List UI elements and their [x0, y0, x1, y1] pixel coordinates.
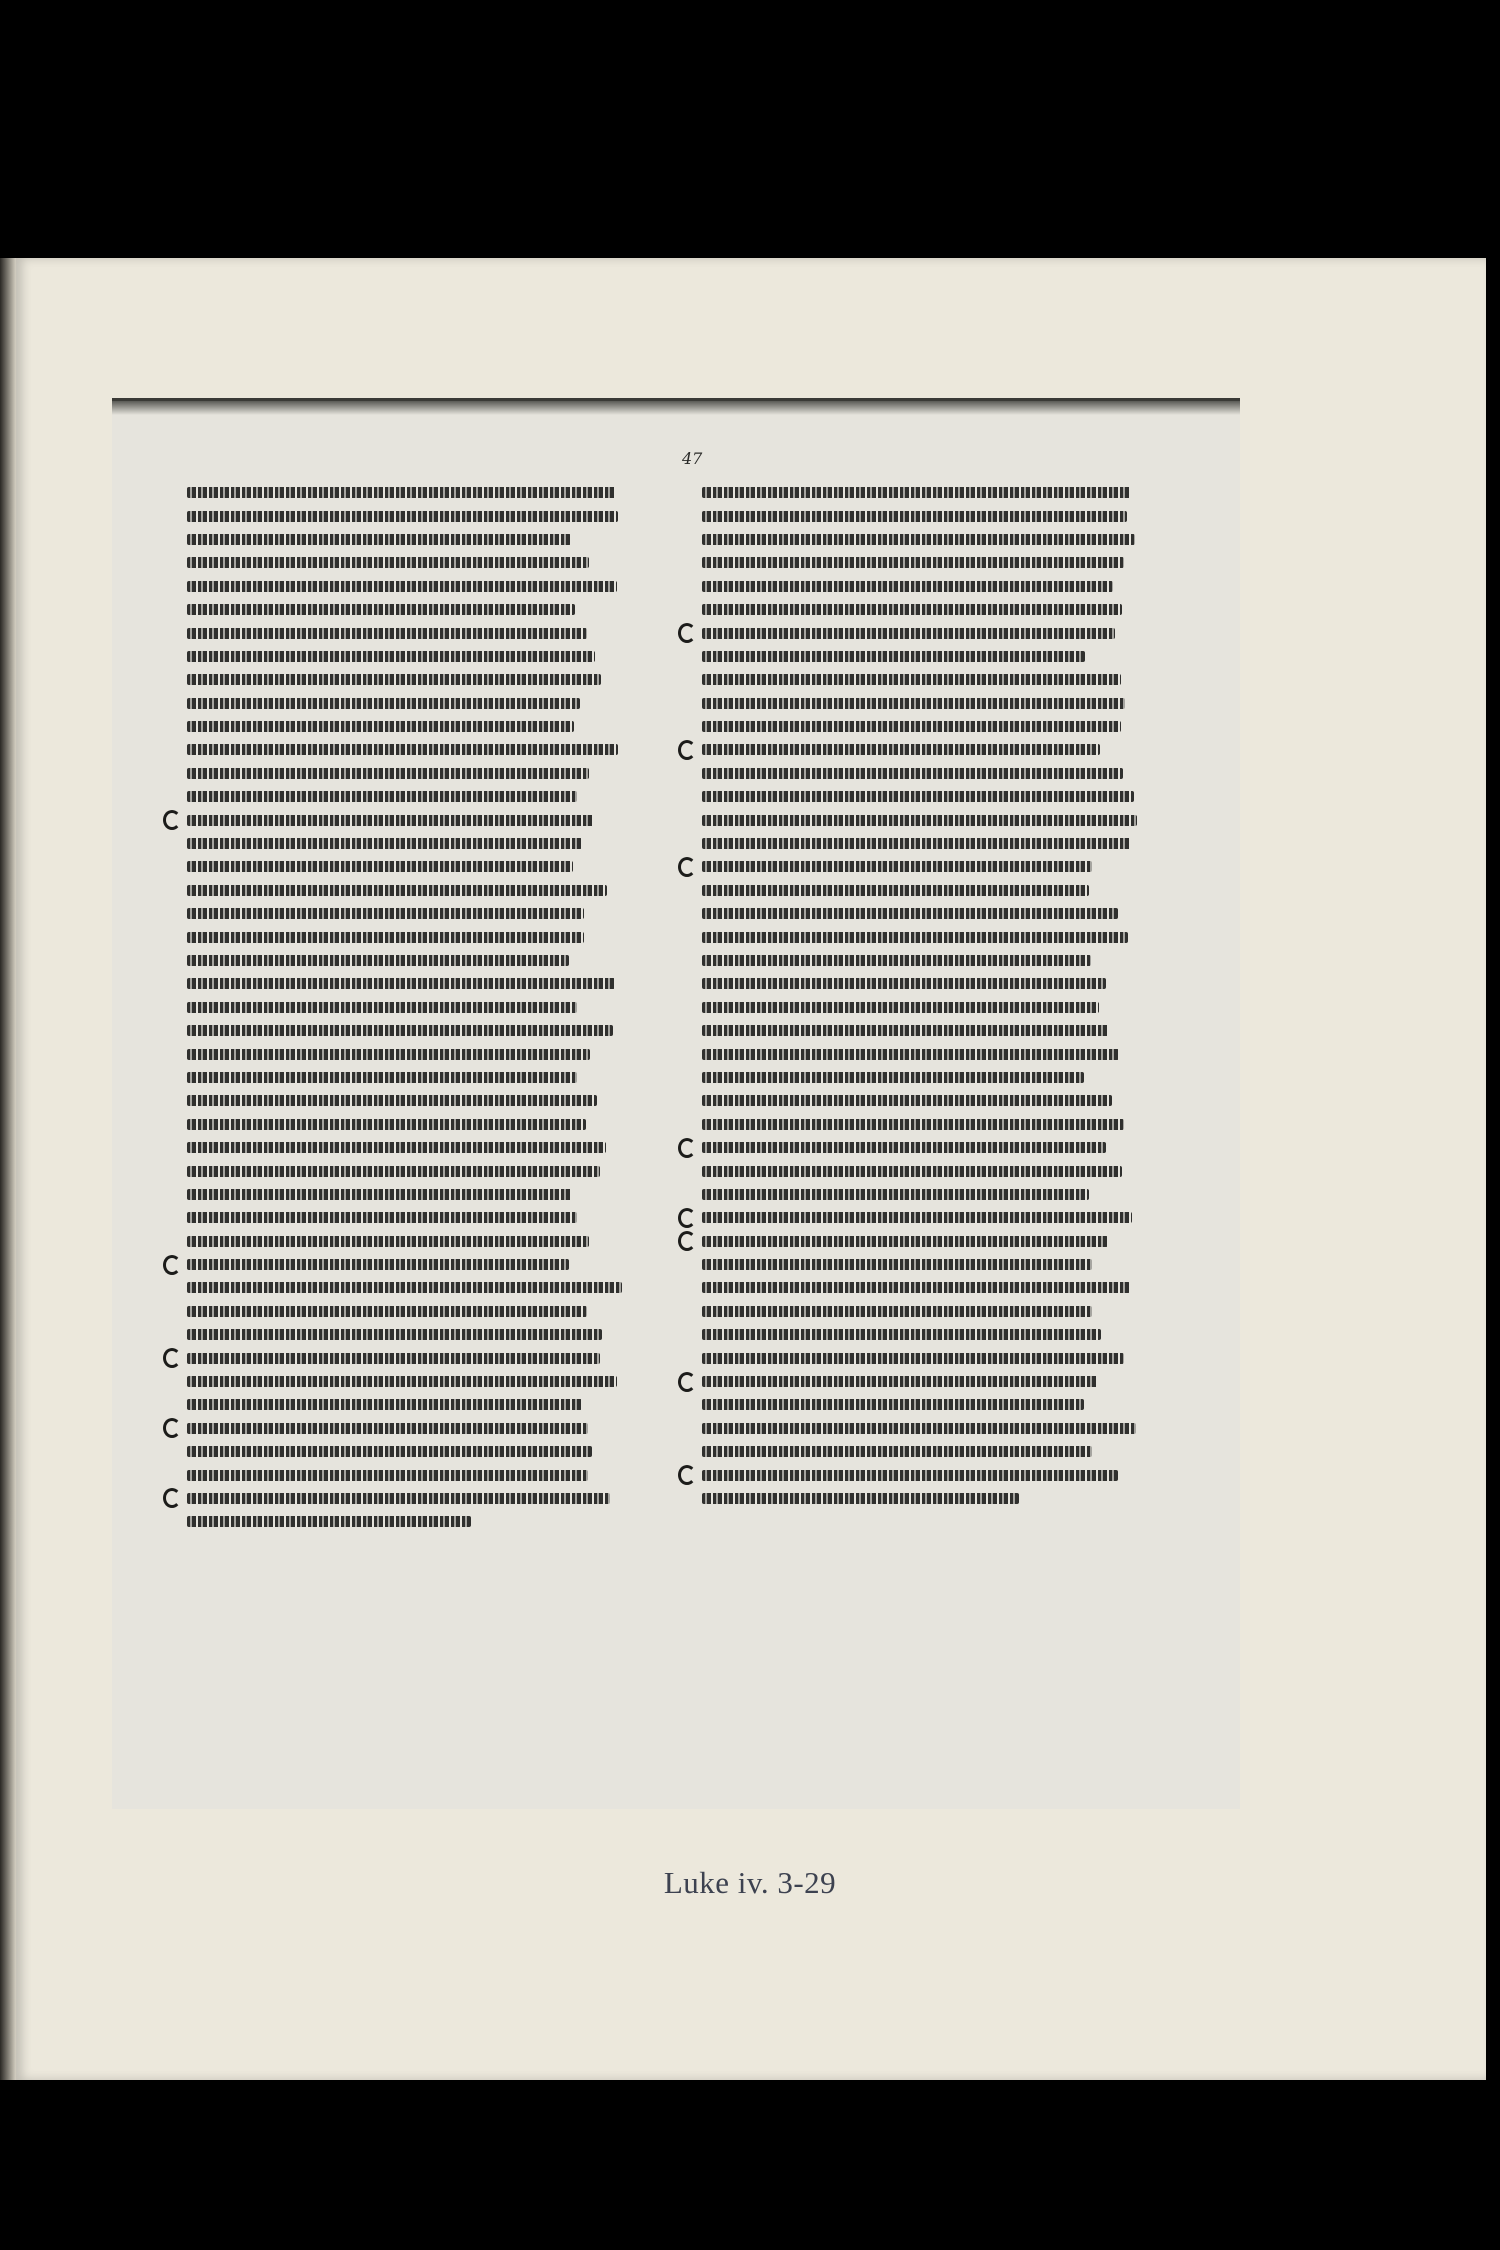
manuscript-line — [187, 832, 627, 855]
uncial-script-stroke — [187, 628, 587, 639]
manuscript-line — [187, 738, 627, 761]
initial-letter-mark — [678, 1465, 696, 1485]
uncial-script-stroke — [702, 861, 1092, 872]
manuscript-line — [187, 1253, 627, 1276]
manuscript-line — [187, 1136, 627, 1159]
manuscript-line — [702, 621, 1142, 644]
manuscript-line — [187, 1393, 627, 1416]
uncial-script-stroke — [187, 1376, 617, 1387]
manuscript-line — [187, 1487, 627, 1510]
uncial-script-stroke — [187, 815, 594, 826]
manuscript-line — [702, 1300, 1142, 1323]
uncial-script-stroke — [187, 1306, 587, 1317]
uncial-script-stroke — [187, 1516, 471, 1527]
manuscript-line — [702, 879, 1142, 902]
uncial-script-stroke — [702, 1376, 1098, 1387]
manuscript-line — [702, 715, 1142, 738]
uncial-script-stroke — [187, 1049, 590, 1060]
manuscript-line — [187, 1089, 627, 1112]
uncial-script-stroke — [702, 721, 1121, 732]
uncial-script-stroke — [187, 487, 616, 498]
initial-letter-mark — [163, 1255, 181, 1275]
manuscript-line — [702, 808, 1142, 831]
uncial-script-stroke — [187, 604, 575, 615]
manuscript-line — [187, 1066, 627, 1089]
uncial-script-stroke — [187, 1493, 610, 1504]
uncial-script-stroke — [187, 534, 571, 545]
manuscript-line — [702, 738, 1142, 761]
uncial-script-stroke — [702, 1329, 1101, 1340]
uncial-script-stroke — [187, 1423, 588, 1434]
manuscript-line — [702, 1206, 1142, 1229]
manuscript-line — [702, 645, 1142, 668]
uncial-script-stroke — [702, 1353, 1124, 1364]
manuscript-line — [702, 1066, 1142, 1089]
manuscript-line — [702, 949, 1142, 972]
manuscript-line — [187, 879, 627, 902]
uncial-script-stroke — [702, 1282, 1130, 1293]
uncial-script-stroke — [702, 651, 1085, 662]
manuscript-line — [187, 598, 627, 621]
manuscript-line — [187, 575, 627, 598]
initial-letter-mark — [678, 1208, 696, 1228]
uncial-script-stroke — [702, 674, 1121, 685]
manuscript-line — [702, 1113, 1142, 1136]
manuscript-line — [702, 972, 1142, 995]
uncial-script-stroke — [187, 698, 580, 709]
manuscript-line — [702, 855, 1142, 878]
manuscript-line — [702, 1253, 1142, 1276]
uncial-script-stroke — [702, 1072, 1084, 1083]
manuscript-line — [187, 925, 627, 948]
manuscript-line — [702, 925, 1142, 948]
uncial-script-stroke — [702, 534, 1135, 545]
manuscript-line — [702, 1440, 1142, 1463]
uncial-script-stroke — [187, 861, 573, 872]
manuscript-line — [702, 996, 1142, 1019]
manuscript-line — [187, 1113, 627, 1136]
uncial-script-stroke — [702, 628, 1115, 639]
uncial-script-stroke — [187, 1470, 588, 1481]
uncial-script-stroke — [702, 1049, 1119, 1060]
manuscript-line — [187, 785, 627, 808]
uncial-script-stroke — [702, 1166, 1122, 1177]
uncial-script-stroke — [187, 908, 584, 919]
manuscript-line — [187, 1183, 627, 1206]
uncial-script-stroke — [187, 511, 618, 522]
uncial-script-stroke — [187, 721, 574, 732]
manuscript-line — [187, 481, 627, 504]
initial-letter-mark — [678, 1372, 696, 1392]
initial-letter-mark — [678, 623, 696, 643]
manuscript-line — [187, 1042, 627, 1065]
manuscript-line — [702, 762, 1142, 785]
uncial-script-stroke — [702, 978, 1106, 989]
uncial-script-stroke — [187, 1236, 589, 1247]
uncial-script-stroke — [187, 1329, 602, 1340]
uncial-script-stroke — [702, 1142, 1106, 1153]
manuscript-line — [187, 1019, 627, 1042]
manuscript-line — [702, 528, 1142, 551]
initial-letter-mark — [678, 1231, 696, 1251]
manuscript-line — [702, 1463, 1142, 1486]
uncial-script-stroke — [702, 557, 1124, 568]
uncial-script-stroke — [187, 885, 607, 896]
uncial-script-stroke — [187, 1095, 597, 1106]
manuscript-line — [702, 1276, 1142, 1299]
uncial-script-stroke — [702, 1095, 1112, 1106]
manuscript-line — [702, 692, 1142, 715]
manuscript-line — [187, 1230, 627, 1253]
uncial-script-stroke — [702, 744, 1100, 755]
manuscript-column-left — [187, 481, 627, 1534]
manuscript-line — [187, 762, 627, 785]
uncial-script-stroke — [187, 1025, 613, 1036]
uncial-script-stroke — [702, 1189, 1089, 1200]
uncial-script-stroke — [187, 932, 584, 943]
uncial-script-stroke — [187, 791, 577, 802]
manuscript-line — [187, 668, 627, 691]
manuscript-line — [702, 1346, 1142, 1369]
uncial-script-stroke — [702, 1236, 1108, 1247]
manuscript-line — [187, 1323, 627, 1346]
manuscript-line — [702, 1417, 1142, 1440]
plate-top-edge — [112, 401, 1240, 415]
uncial-script-stroke — [187, 1119, 586, 1130]
manuscript-line — [187, 715, 627, 738]
uncial-script-stroke — [702, 698, 1125, 709]
uncial-script-stroke — [702, 1002, 1099, 1013]
manuscript-line — [187, 996, 627, 1019]
manuscript-line — [187, 808, 627, 831]
uncial-script-stroke — [187, 1142, 606, 1153]
manuscript-line — [702, 504, 1142, 527]
manuscript-line — [702, 481, 1142, 504]
manuscript-line — [187, 1159, 627, 1182]
manuscript-line — [187, 1346, 627, 1369]
uncial-script-stroke — [702, 1399, 1084, 1410]
initial-letter-mark — [163, 810, 181, 830]
initial-letter-mark — [163, 1348, 181, 1368]
manuscript-line — [187, 1276, 627, 1299]
uncial-script-stroke — [702, 1423, 1136, 1434]
manuscript-line — [702, 575, 1142, 598]
uncial-script-stroke — [187, 1002, 577, 1013]
manuscript-line — [187, 949, 627, 972]
manuscript-line — [187, 972, 627, 995]
manuscript-line — [702, 1159, 1142, 1182]
uncial-script-stroke — [187, 1399, 582, 1410]
uncial-script-stroke — [702, 1119, 1124, 1130]
manuscript-line — [702, 1089, 1142, 1112]
manuscript-line — [702, 1042, 1142, 1065]
uncial-script-stroke — [187, 838, 582, 849]
uncial-script-stroke — [702, 932, 1128, 943]
uncial-script-stroke — [702, 1025, 1109, 1036]
uncial-script-stroke — [187, 1282, 622, 1293]
initial-letter-mark — [678, 740, 696, 760]
manuscript-line — [702, 1019, 1142, 1042]
plate-caption: Luke iv. 3-29 — [663, 1865, 837, 1900]
uncial-script-stroke — [187, 1212, 577, 1223]
uncial-script-stroke — [702, 955, 1091, 966]
uncial-script-stroke — [702, 1493, 1019, 1504]
uncial-script-stroke — [702, 908, 1118, 919]
manuscript-line — [187, 1510, 627, 1533]
uncial-script-stroke — [187, 1446, 592, 1457]
manuscript-line — [702, 1487, 1142, 1510]
uncial-script-stroke — [702, 791, 1134, 802]
manuscript-line — [702, 832, 1142, 855]
uncial-script-stroke — [702, 1470, 1118, 1481]
uncial-script-stroke — [702, 1446, 1092, 1457]
manuscript-line — [702, 668, 1142, 691]
folio-number: 47 — [682, 449, 703, 468]
uncial-script-stroke — [702, 487, 1131, 498]
uncial-script-stroke — [187, 744, 618, 755]
manuscript-line — [702, 1393, 1142, 1416]
uncial-script-stroke — [187, 955, 569, 966]
manuscript-line — [702, 1370, 1142, 1393]
initial-letter-mark — [678, 857, 696, 877]
manuscript-line — [187, 1440, 627, 1463]
manuscript-line — [187, 621, 627, 644]
manuscript-line — [187, 645, 627, 668]
uncial-script-stroke — [187, 978, 615, 989]
uncial-script-stroke — [187, 1259, 569, 1270]
manuscript-line — [187, 1463, 627, 1486]
uncial-script-stroke — [187, 1189, 572, 1200]
uncial-script-stroke — [187, 768, 589, 779]
initial-letter-mark — [163, 1488, 181, 1508]
manuscript-line — [187, 902, 627, 925]
uncial-script-stroke — [702, 511, 1127, 522]
manuscript-line — [187, 1370, 627, 1393]
uncial-script-stroke — [702, 1306, 1092, 1317]
uncial-script-stroke — [702, 1212, 1132, 1223]
manuscript-column-right — [702, 481, 1142, 1510]
manuscript-line — [187, 855, 627, 878]
manuscript-line — [702, 1136, 1142, 1159]
uncial-script-stroke — [187, 651, 595, 662]
manuscript-line — [702, 1323, 1142, 1346]
manuscript-line — [702, 785, 1142, 808]
uncial-script-stroke — [702, 1259, 1092, 1270]
uncial-script-stroke — [702, 815, 1137, 826]
uncial-script-stroke — [702, 604, 1122, 615]
manuscript-line — [702, 598, 1142, 621]
manuscript-plate — [112, 398, 1240, 1809]
manuscript-line — [702, 1230, 1142, 1253]
uncial-script-stroke — [187, 581, 617, 592]
manuscript-line — [187, 528, 627, 551]
manuscript-line — [187, 1300, 627, 1323]
manuscript-line — [702, 1183, 1142, 1206]
uncial-script-stroke — [187, 1166, 600, 1177]
uncial-script-stroke — [187, 557, 589, 568]
manuscript-line — [187, 504, 627, 527]
manuscript-line — [702, 902, 1142, 925]
uncial-script-stroke — [702, 838, 1131, 849]
manuscript-line — [702, 551, 1142, 574]
uncial-script-stroke — [187, 1353, 600, 1364]
manuscript-line — [187, 1417, 627, 1440]
initial-letter-mark — [163, 1418, 181, 1438]
uncial-script-stroke — [702, 768, 1123, 779]
initial-letter-mark — [678, 1138, 696, 1158]
manuscript-line — [187, 1206, 627, 1229]
manuscript-line — [187, 551, 627, 574]
uncial-script-stroke — [187, 674, 601, 685]
manuscript-line — [187, 692, 627, 715]
uncial-script-stroke — [702, 581, 1113, 592]
uncial-script-stroke — [187, 1072, 577, 1083]
uncial-script-stroke — [702, 885, 1089, 896]
